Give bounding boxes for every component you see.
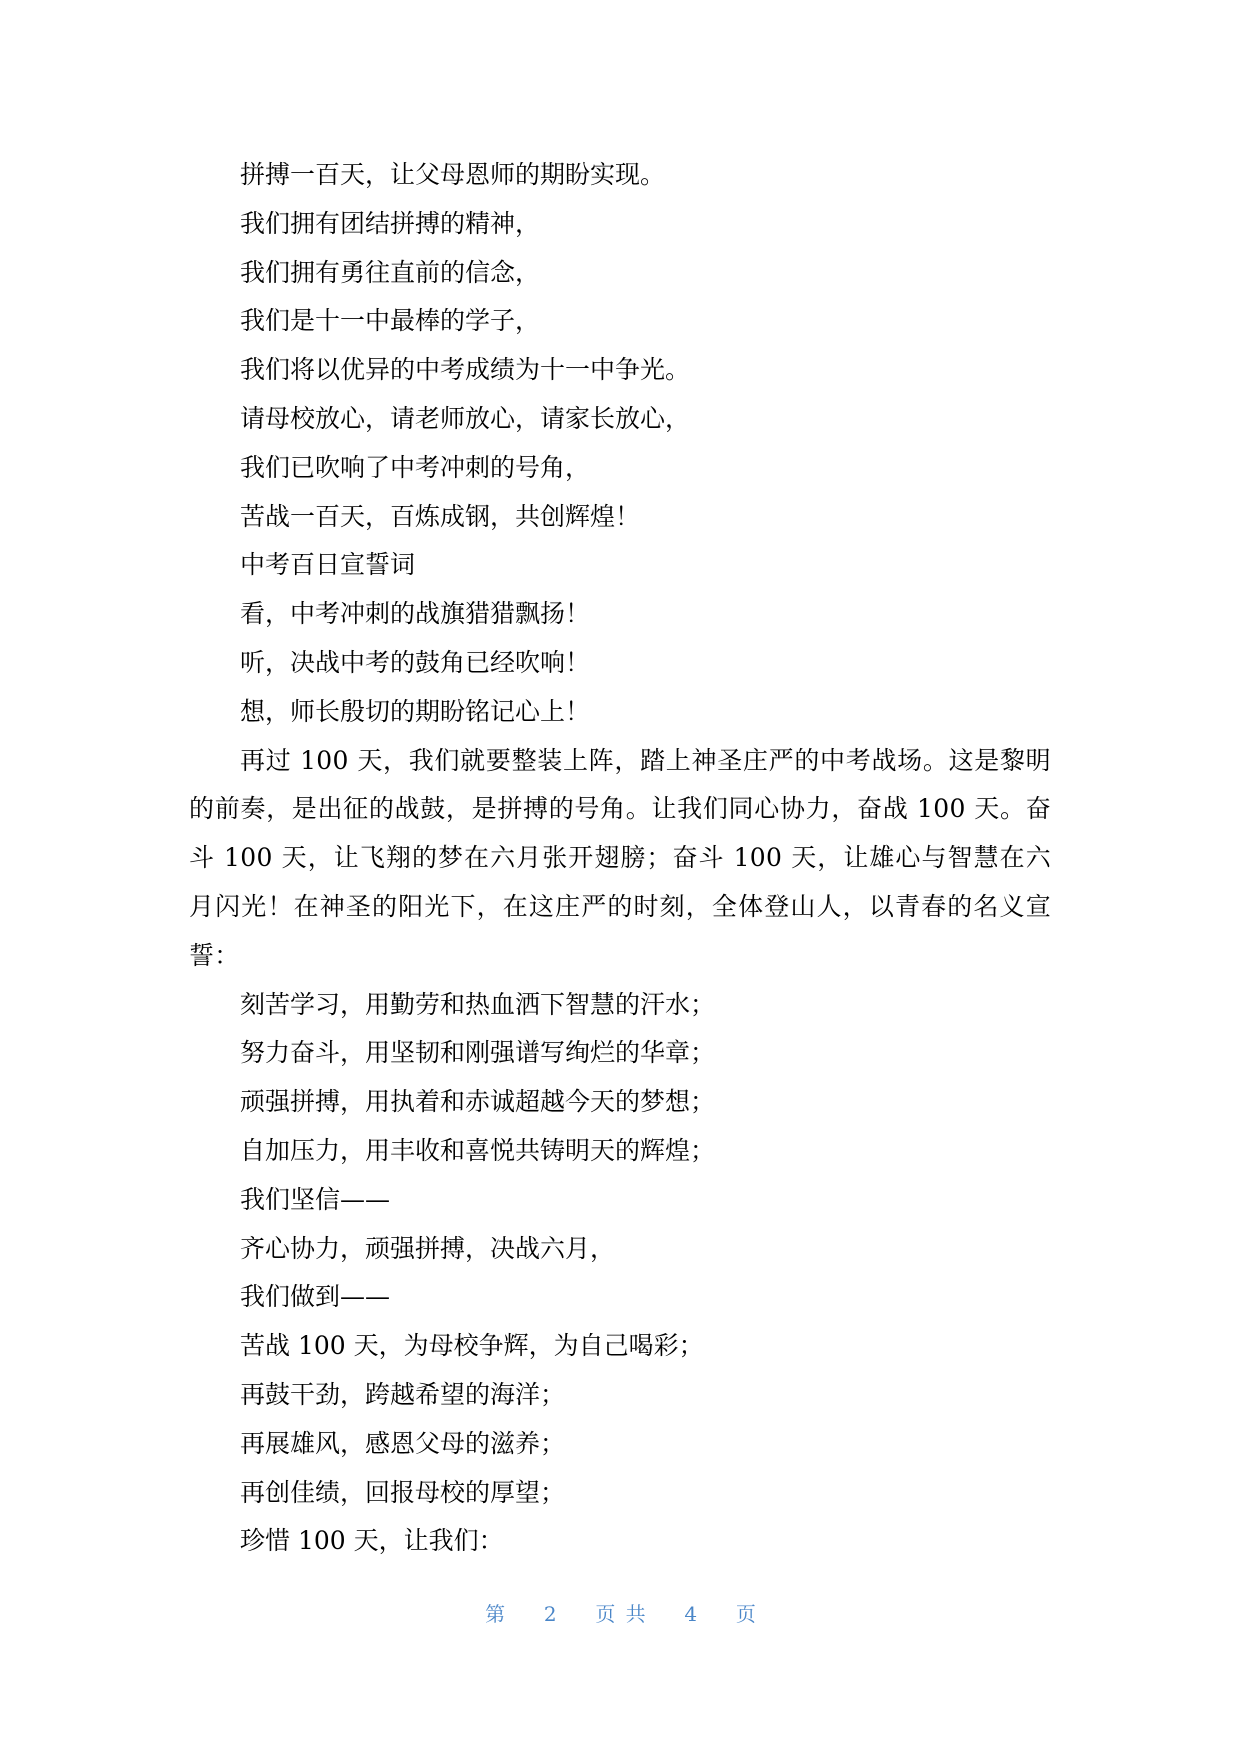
text-line: 努力奋斗，用坚韧和刚强谱写绚烂的华章； <box>240 1038 716 1068</box>
total-pages-number: 4 <box>684 1602 698 1626</box>
text-line: 我们拥有勇往直前的信念， <box>240 257 541 287</box>
text-line: 顽强拼搏，用执着和赤诚超越今天的梦想； <box>240 1087 716 1117</box>
text-line: 拼搏一百天，让父母恩师的期盼实现。 <box>240 160 666 189</box>
text-line: 齐心协力，顽强拼搏，决战六月， <box>240 1233 616 1263</box>
page-footer <box>0 1600 1241 1628</box>
text-line: 听，决战中考的鼓角已经吹响！ <box>240 647 591 677</box>
text-line: 珍惜 100 天，让我们： <box>240 1526 504 1556</box>
text-line: 我们坚信—— <box>240 1184 391 1214</box>
text-line: 看，中考冲刺的战旗猎猎飘扬！ <box>240 599 591 629</box>
text-line: 想，师长殷切的期盼铭记心上！ <box>240 696 591 726</box>
text-line: 我们做到—— <box>240 1282 391 1312</box>
text-line: 再展雄风，感恩父母的滋养； <box>240 1428 566 1458</box>
text-line: 我们将以优异的中考成绩为十一中争光。 <box>240 355 691 385</box>
text-line: 再鼓干劲，跨越希望的海洋； <box>240 1379 566 1409</box>
text-line: 我们拥有团结拼搏的精神， <box>240 208 541 238</box>
body-paragraph: 再过 100 天，我们就要整装上阵，踏上神圣庄严的中考战场。这是黎明的前奏，是出征的战鼓，是拼搏的号角。让我们同心协力，奋战 100 天。奋斗 100 天，让飞翔的梦在六月张开翅膀；奋斗 100 天，让雄心与智慧在六月闪光！在神圣的阳光下，在这庄严的时刻，全体登山人，以青春的名义宣誓： <box>189 745 1051 970</box>
text-line: 苦战一百天，百炼成钢，共创辉煌！ <box>240 501 641 531</box>
footer-prefix: 第 <box>485 1602 506 1626</box>
current-page-number: 2 <box>543 1602 557 1626</box>
text-line: 刻苦学习，用勤劳和热血洒下智慧的汗水； <box>240 989 716 1019</box>
text-line: 自加压力，用丰收和喜悦共铸明天的辉煌； <box>240 1135 716 1165</box>
footer-suffix: 页 <box>735 1602 756 1626</box>
text-line: 再创佳绩，回报母校的厚望； <box>240 1477 566 1507</box>
document-body <box>189 151 1051 1566</box>
section-title: 中考百日宣誓词 <box>240 550 416 580</box>
text-line: 我们是十一中最棒的学子， <box>240 306 541 336</box>
text-line: 我们已吹响了中考冲刺的号角， <box>240 452 591 482</box>
text-line: 请母校放心，请老师放心，请家长放心， <box>240 403 691 433</box>
text-line: 苦战 100 天，为母校争辉，为自己喝彩； <box>240 1331 704 1361</box>
footer-middle: 页 共 <box>595 1602 646 1626</box>
